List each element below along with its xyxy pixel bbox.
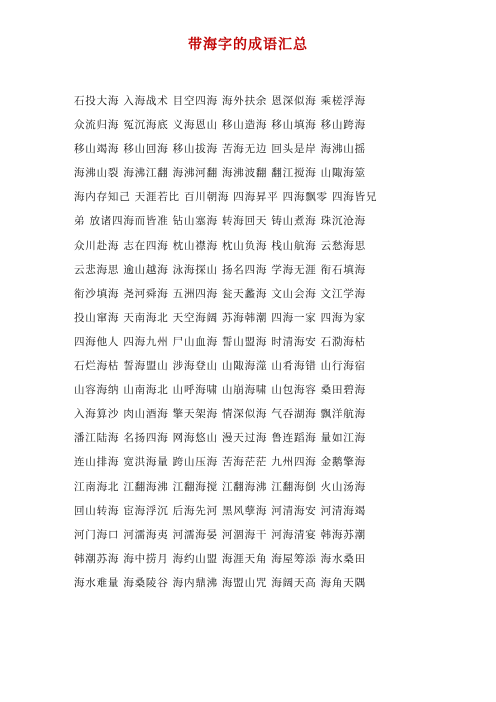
idiom-line: 韩潮苏海 海中捞月 海约山盟 海涯天角 海屋筹添 海水桑田 [74, 552, 366, 565]
idiom-line: 投山窜海 天南海北 天空海阔 苏海韩潮 四海一家 四海为家 [74, 311, 366, 324]
idiom-line: 入海算沙 肉山酒海 擎天架海 情深似海 气吞湖海 飘洋航海 [74, 408, 366, 421]
idiom-line: 海内存知己 天涯若比 百川朝海 四海昇平 四海飘零 四海皆兄 [74, 191, 378, 204]
idiom-line: 海沸山裂 海沸江翻 海沸河翻 海沸波翻 翻江搅海 山陬海筮 [74, 167, 366, 180]
idiom-line: 众流归海 冤沉海底 义海恩山 移山造海 移山填海 移山跨海 [74, 119, 366, 132]
idiom-line: 石投大海 入海战术 目空四海 海外扶余 恩深似海 乘槎浮海 [74, 95, 366, 107]
idiom-line: 连山排海 宽洪海量 跨山压海 苦海茫茫 九州四海 金鹅擎海 [74, 456, 366, 469]
idiom-line: 弟 放诸四海而皆准 钻山塞海 转海回天 铸山煮海 珠沉沧海 [74, 215, 366, 228]
idiom-line: 移山竭海 移山回海 移山拔海 苦海无边 回头是岸 海沸山摇 [74, 143, 366, 156]
idiom-line: 潘江陆海 名扬四海 网海悠山 漫天过海 鲁连蹈海 量如江海 [74, 432, 366, 445]
idiom-line: 四海他人 四海九州 尸山血海 誓山盟海 时清海安 石泐海枯 [74, 335, 366, 348]
idiom-line: 海水难量 海桑陵谷 海内鼎沸 海盟山咒 海阔天高 海角天隅 [74, 576, 366, 589]
idiom-line: 云悲海思 逾山越海 泳海探山 扬名四海 学海无涯 衔石填海 [74, 263, 366, 276]
idiom-line: 河门海口 河濡海夷 河濡海晏 河涸海干 河海清宴 韩海苏潮 [74, 528, 366, 541]
idiom-line: 石烂海枯 誓海盟山 涉海登山 山陬海澨 山肴海错 山行海宿 [74, 360, 366, 373]
document-title: 带海字的成语汇总 [188, 37, 308, 53]
idiom-line: 山容海纳 山南海北 山呼海啸 山崩海啸 山包海容 桑田碧海 [74, 384, 366, 397]
idiom-list [74, 89, 484, 595]
idiom-line: 衔沙填海 尧河舜海 五洲四海 瓮天蠡海 文山会海 文江学海 [74, 287, 366, 300]
idiom-line: 江南海北 江翻海沸 江翻海搅 江翻海沸 江翻海倒 火山汤海 [74, 480, 366, 493]
idiom-line: 回山转海 宦海浮沉 后海先河 黑风孽海 河清海安 河清海竭 [74, 504, 366, 517]
idiom-line: 众川赴海 志在四海 枕山襟海 枕山负海 栈山航海 云愁海思 [74, 239, 366, 252]
